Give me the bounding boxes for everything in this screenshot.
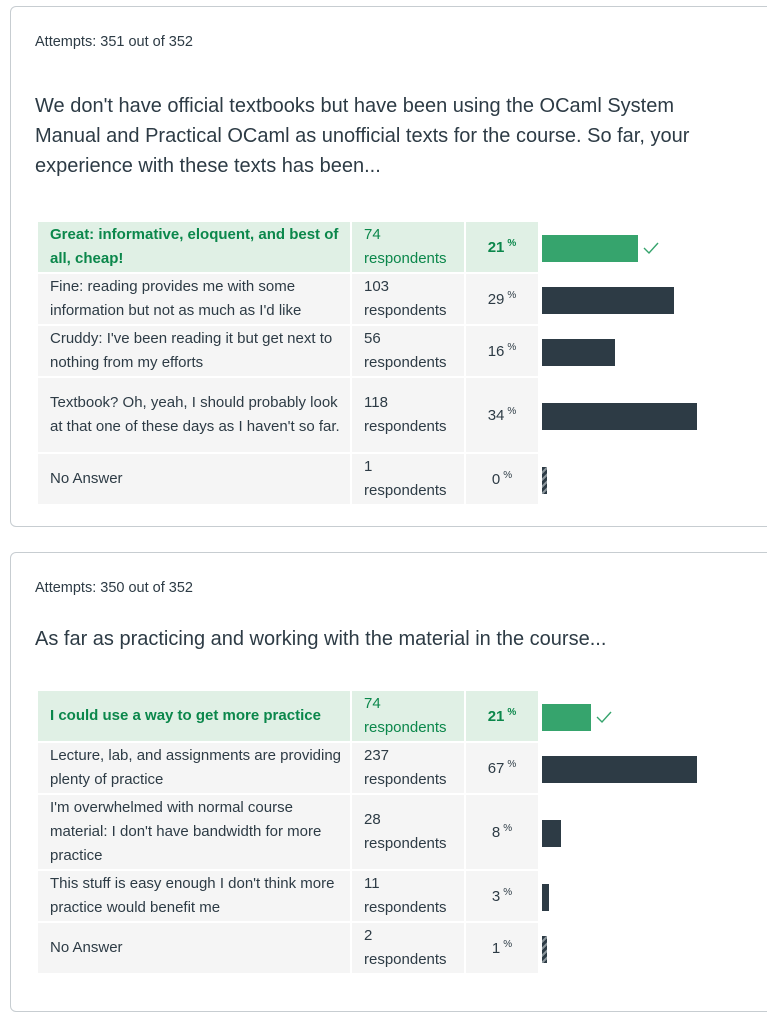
answer-row xyxy=(38,274,752,326)
answer-row xyxy=(38,923,752,975)
question-card-2 xyxy=(10,552,767,1012)
answer-label: Cruddy: I've been reading it but get next to nothing from my efforts xyxy=(38,326,352,378)
results-table xyxy=(38,691,752,975)
answer-label: Great: informative, eloquent, and best of all, cheap! xyxy=(38,222,352,274)
results-table xyxy=(38,222,752,506)
attempts-count: Attempts: 350 out of 352 xyxy=(35,580,193,596)
respondent-count: 56 respondents xyxy=(352,326,466,378)
answer-bar xyxy=(542,403,697,430)
question-text: We don't have official textbooks but have been using the OCaml System Manual and Practical OCaml as unofficial texts for the course. So far, your experience with these texts has been... xyxy=(35,95,690,177)
respondent-count: 74 respondents xyxy=(352,691,466,743)
answer-percent: 16 % xyxy=(466,326,540,378)
answer-bar xyxy=(542,235,638,262)
answer-percent: 21 % xyxy=(466,222,540,274)
answer-row xyxy=(38,795,752,871)
question-text: As far as practicing and working with the material in the course... xyxy=(35,628,607,650)
answer-row xyxy=(38,326,752,378)
answer-row xyxy=(38,691,752,743)
answer-percent: 21 % xyxy=(466,691,540,743)
answer-percent: 1 % xyxy=(466,923,540,975)
answer-label: Lecture, lab, and assignments are providing plenty of practice xyxy=(38,743,352,795)
checkmark-icon xyxy=(595,708,613,726)
answer-label: This stuff is easy enough I don't think more practice would benefit me xyxy=(38,871,352,923)
respondent-count: 237 respondents xyxy=(352,743,466,795)
answer-bar xyxy=(542,756,697,783)
answer-percent: 34 % xyxy=(466,378,540,454)
respondent-count: 1 respondents xyxy=(352,454,466,506)
answer-label: I could use a way to get more practice xyxy=(38,691,352,743)
question-card-1 xyxy=(10,6,767,527)
answer-bar xyxy=(542,339,615,366)
answer-label: No Answer xyxy=(38,923,352,975)
answer-row xyxy=(38,743,752,795)
respondent-count: 118 respondents xyxy=(352,378,466,454)
respondent-count: 11 respondents xyxy=(352,871,466,923)
answer-bar xyxy=(542,287,674,314)
answer-percent: 67 % xyxy=(466,743,540,795)
answer-percent: 29 % xyxy=(466,274,540,326)
answer-bar xyxy=(542,704,591,731)
respondent-count: 2 respondents xyxy=(352,923,466,975)
answer-label: Textbook? Oh, yeah, I should probably look at that one of these days as I haven't so far. xyxy=(38,378,352,454)
respondent-count: 28 respondents xyxy=(352,795,466,871)
answer-bar xyxy=(542,820,561,847)
attempts-count: Attempts: 351 out of 352 xyxy=(35,34,193,50)
answer-row xyxy=(38,222,752,274)
respondent-count: 103 respondents xyxy=(352,274,466,326)
answer-percent: 0 % xyxy=(466,454,540,506)
answer-row xyxy=(38,378,752,454)
answer-label: Fine: reading provides me with some information but not as much as I'd like xyxy=(38,274,352,326)
answer-label: No Answer xyxy=(38,454,352,506)
answer-label: I'm overwhelmed with normal course material: I don't have bandwidth for more practice xyxy=(38,795,352,871)
answer-bar xyxy=(542,884,549,911)
answer-bar xyxy=(542,467,547,494)
answer-percent: 3 % xyxy=(466,871,540,923)
answer-row xyxy=(38,454,752,506)
answer-percent: 8 % xyxy=(466,795,540,871)
answer-bar xyxy=(542,936,547,963)
respondent-count: 74 respondents xyxy=(352,222,466,274)
checkmark-icon xyxy=(642,239,660,257)
answer-row xyxy=(38,871,752,923)
